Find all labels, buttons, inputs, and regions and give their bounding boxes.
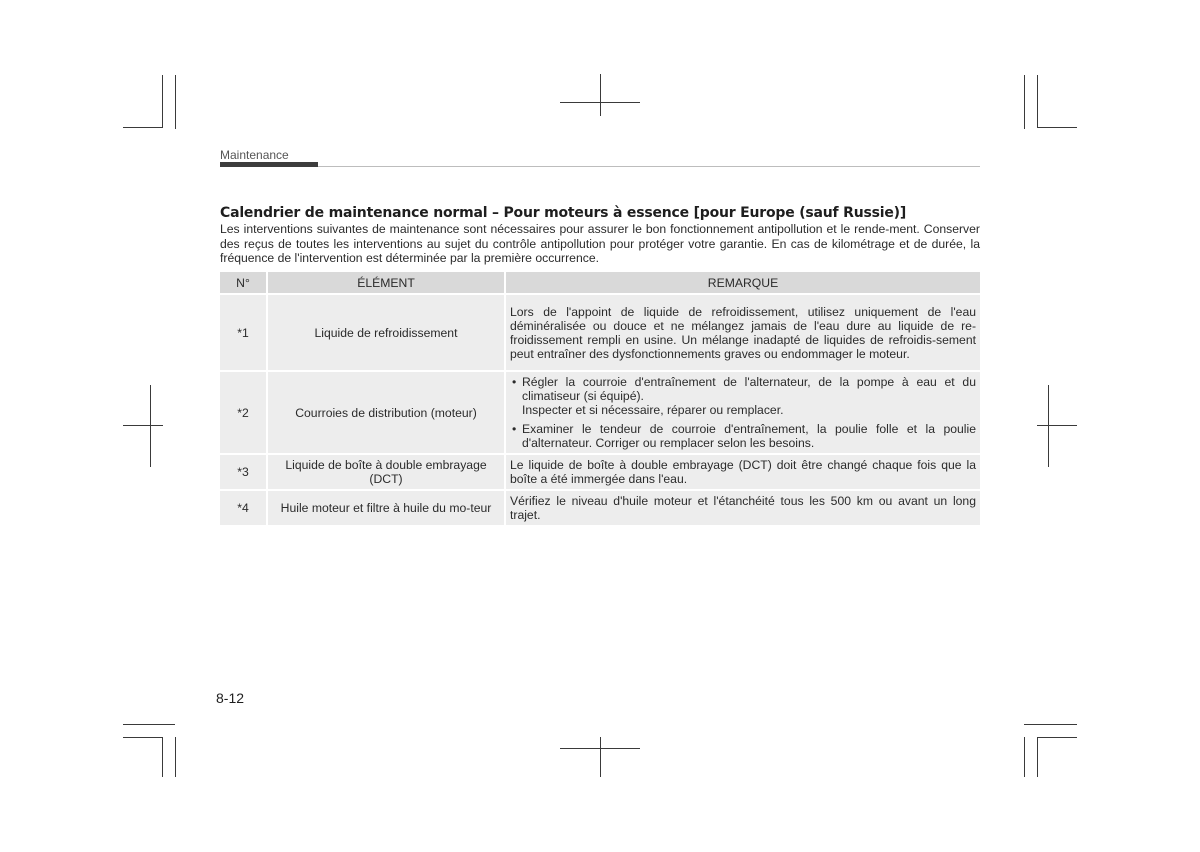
crop-mark <box>1024 724 1077 725</box>
row-remark: Vérifiez le niveau d'huile moteur et l'étanchéité tous les 500 km ou avant un long trajet. <box>506 489 980 525</box>
row-remark: Le liquide de boîte à double embrayage (DCT) doit être changé chaque fois que la boîte a été immergée dans l'eau. <box>506 453 980 489</box>
remark-bullet <box>510 375 976 417</box>
column-header-number: N° <box>220 272 268 293</box>
remark-bullet-list <box>510 375 976 450</box>
page-title: Calendrier de maintenance normal – Pour moteurs à essence [pour Europe (sauf Russie)] <box>220 205 907 221</box>
bullet-icon: • <box>512 375 517 389</box>
crop-mark <box>1024 737 1025 777</box>
crop-mark <box>175 737 176 777</box>
column-header-remark: REMARQUE <box>506 272 980 293</box>
registration-mark <box>150 385 151 467</box>
crop-mark <box>162 737 163 777</box>
registration-mark <box>1048 385 1049 467</box>
registration-mark <box>1037 425 1077 426</box>
page-number: 8-12 <box>216 690 245 706</box>
registration-mark <box>600 737 601 777</box>
table-row <box>220 489 980 525</box>
registration-mark <box>123 425 163 426</box>
crop-mark <box>175 75 176 129</box>
crop-mark <box>123 127 163 128</box>
row-number: *1 <box>220 293 268 370</box>
row-number: *2 <box>220 370 268 453</box>
table-row <box>220 370 980 453</box>
table-header-row <box>220 272 980 293</box>
row-number: *3 <box>220 453 268 489</box>
row-number: *4 <box>220 489 268 525</box>
crop-mark <box>1037 737 1077 738</box>
header-rule-thick <box>220 162 318 167</box>
crop-mark <box>162 75 163 127</box>
bullet-icon: • <box>512 422 517 436</box>
section-header: Maintenance <box>220 148 289 162</box>
row-remark <box>506 370 980 453</box>
crop-mark <box>123 724 175 725</box>
remark-bullet <box>510 422 976 450</box>
header-rule-thin <box>318 166 980 167</box>
row-item: Huile moteur et filtre à huile du mo-teur <box>268 489 506 525</box>
intro-paragraph: Les interventions suivantes de maintenance sont nécessaires pour assurer le bon fonctionnement antipollution et le rende-ment. Conserver des reçus de toutes les interventions au sujet du contrôle antipollution pour protéger votre garantie. En cas de kilométrage et de durée, la fréquence de l'intervention est déterminée par la première occurrence. <box>220 222 980 265</box>
crop-mark <box>1037 75 1038 127</box>
maintenance-table <box>220 272 980 525</box>
crop-mark <box>123 737 163 738</box>
registration-mark <box>600 74 601 116</box>
crop-mark <box>1037 737 1038 777</box>
row-item: Courroies de distribution (moteur) <box>268 370 506 453</box>
bullet-text: Examiner le tendeur de courroie d'entraînement, la poulie folle et la poulie d'alternateur. Corriger ou remplacer selon les besoins. <box>522 422 976 450</box>
bullet-subtext: Inspecter et si nécessaire, réparer ou remplacer. <box>522 403 784 417</box>
crop-mark <box>1037 127 1077 128</box>
table-row <box>220 453 980 489</box>
table-row <box>220 293 980 370</box>
column-header-item: ÉLÉMENT <box>268 272 506 293</box>
row-remark: Lors de l'appoint de liquide de refroidissement, utilisez uniquement de l'eau déminéralisée ou douce et ne mélangez jamais de l'eau dure au liquide de re-froidissement rempli en usine. Un mélange inadapté de liquides de refroidis-sement peut entraîner des dysfonctionnements graves ou endommager le moteur. <box>506 293 980 370</box>
crop-mark <box>1024 75 1025 129</box>
row-item: Liquide de boîte à double embrayage (DCT) <box>268 453 506 489</box>
row-item: Liquide de refroidissement <box>268 293 506 370</box>
bullet-text: Régler la courroie d'entraînement de l'alternateur, de la pompe à eau et du climatiseur (si équipé). <box>522 375 976 403</box>
